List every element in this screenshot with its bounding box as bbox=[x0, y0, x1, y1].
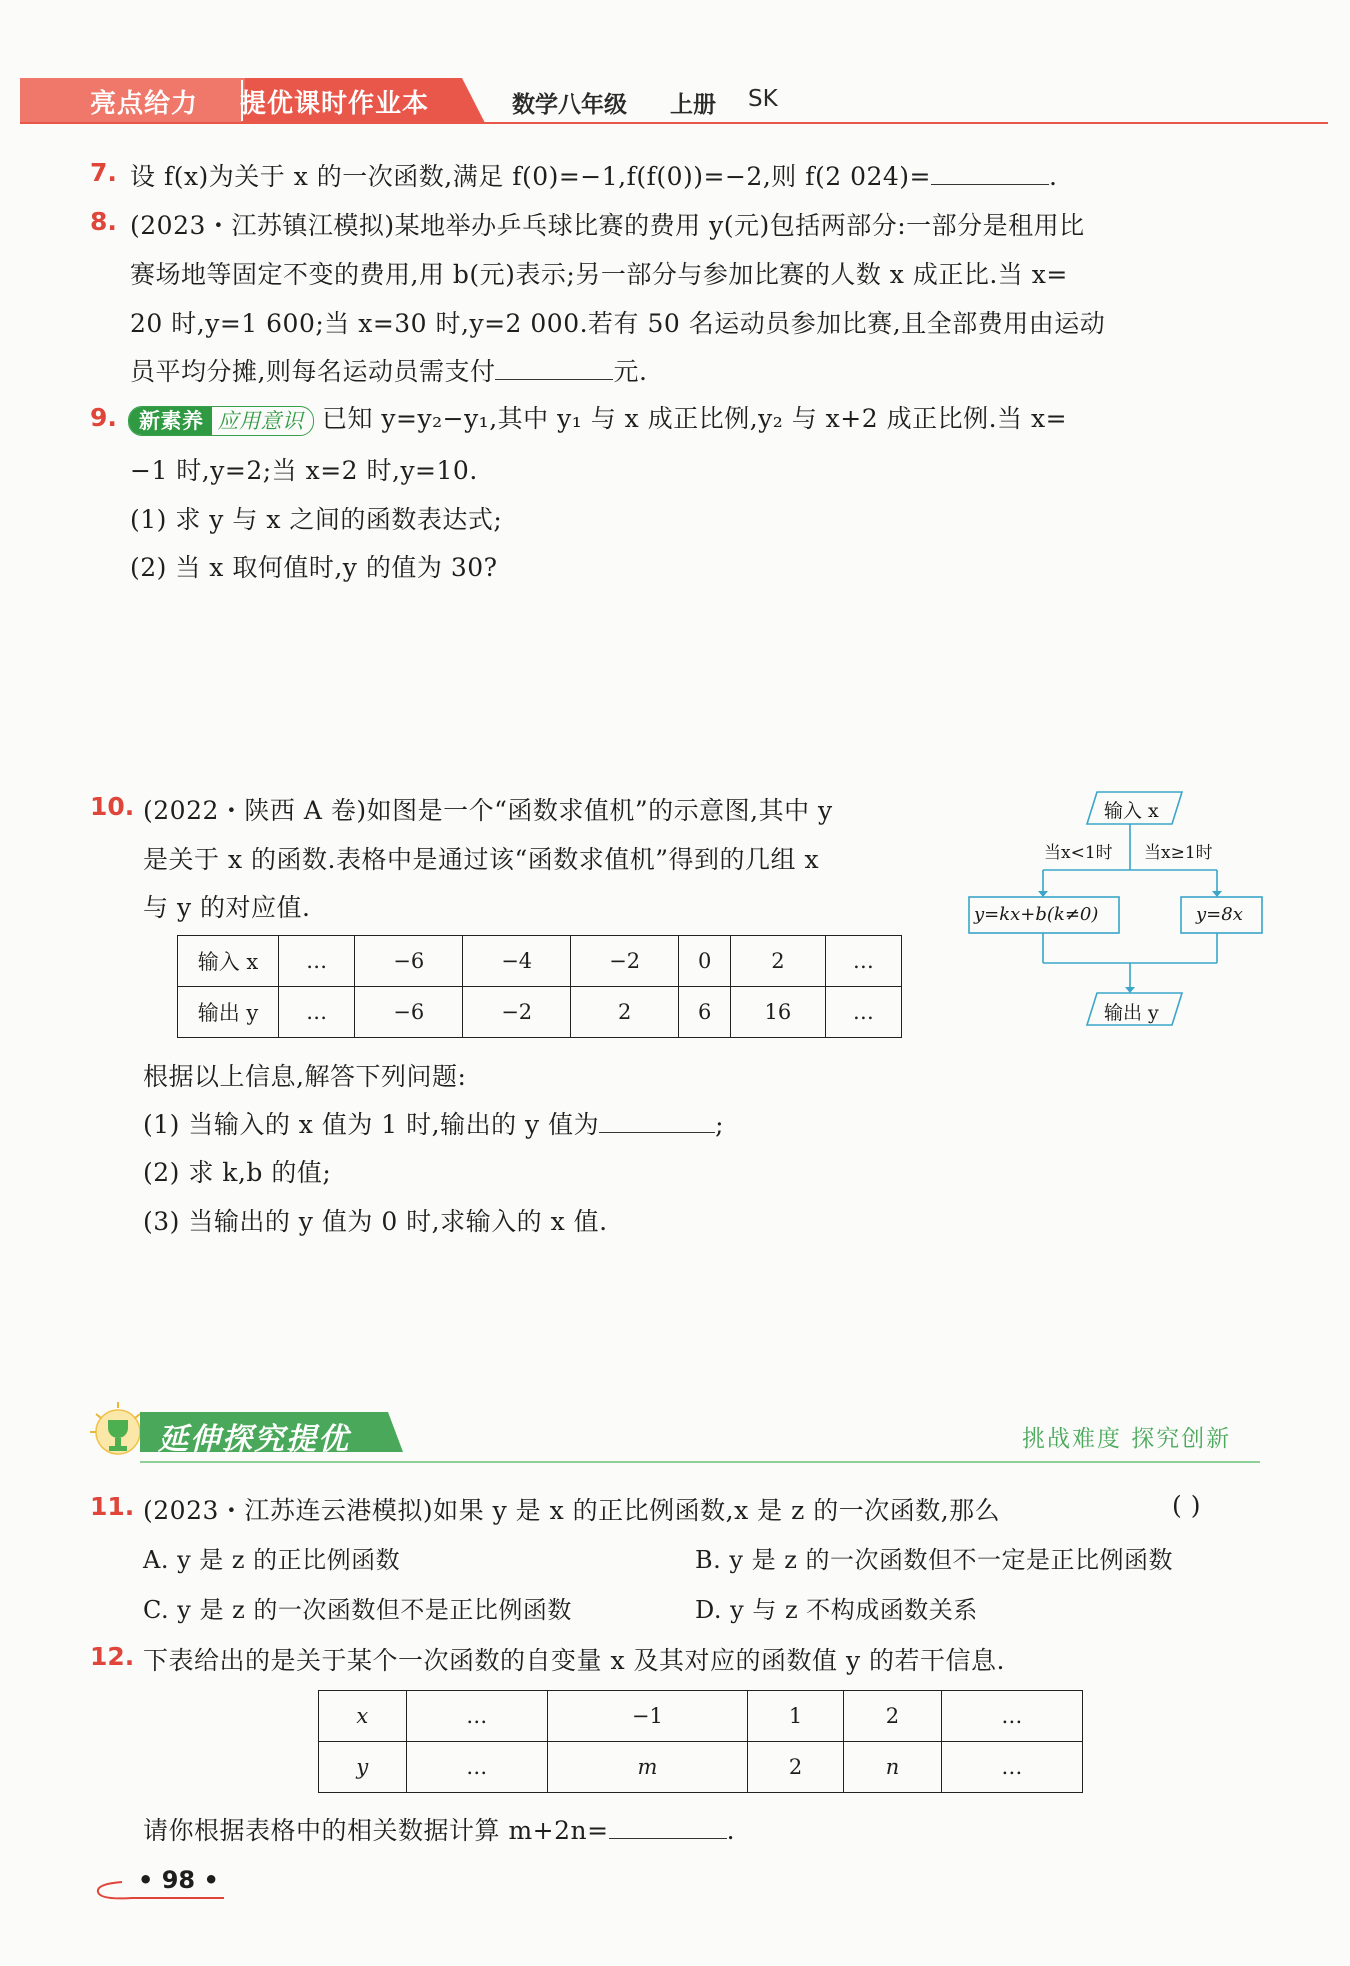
section-tagline: 挑战难度 探究创新 bbox=[1022, 1426, 1232, 1452]
table-cell: … bbox=[825, 987, 901, 1038]
question-number: 7. bbox=[90, 158, 117, 187]
table-cell: m bbox=[547, 1742, 747, 1793]
q10-line-3: 与 y 的对应值. bbox=[143, 893, 311, 922]
table-cell: 输入 x bbox=[178, 936, 279, 987]
table-cell: 2 bbox=[747, 1742, 843, 1793]
table-cell: 2 bbox=[731, 936, 826, 987]
table-cell: … bbox=[941, 1691, 1082, 1742]
option-d[interactable]: D. y 与 z 不构成函数关系 bbox=[695, 1596, 978, 1624]
q9-sub-2: (2) 当 x 取何值时,y 的值为 30? bbox=[130, 553, 498, 582]
q10-sub-3: (3) 当输出的 y 值为 0 时,求输入的 x 值. bbox=[143, 1207, 608, 1236]
trophy-icon bbox=[90, 1402, 146, 1454]
answer-blank[interactable] bbox=[931, 162, 1049, 185]
q10-line-2: 是关于 x 的函数.表格中是通过该“函数求值机”得到的几组 x bbox=[143, 845, 820, 874]
table-cell: 16 bbox=[731, 987, 826, 1038]
q10-intro: 根据以上信息,解答下列问题: bbox=[143, 1062, 467, 1091]
table-cell: … bbox=[279, 936, 355, 987]
header-volume: 上册 bbox=[670, 92, 716, 118]
q10-table bbox=[177, 935, 902, 1038]
table-row bbox=[319, 1691, 1083, 1742]
table-row bbox=[178, 987, 902, 1038]
table-cell: 1 bbox=[747, 1691, 843, 1742]
header-rule bbox=[20, 122, 1328, 124]
q10-line-1: (2022・陕西 A 卷)如图是一个“函数求值机”的示意图,其中 y bbox=[143, 796, 833, 825]
table-cell: −1 bbox=[547, 1691, 747, 1742]
q12-table bbox=[318, 1690, 1083, 1793]
badge-tag: 应用意识 bbox=[217, 408, 304, 433]
badge-label: 新素养 bbox=[129, 407, 212, 435]
table-cell: y bbox=[319, 1742, 407, 1793]
header-book-title: 提优课时作业本 bbox=[240, 89, 430, 119]
question-text bbox=[130, 157, 1057, 193]
function-machine-flowchart bbox=[960, 780, 1270, 1040]
question-number: 12. bbox=[90, 1642, 135, 1671]
table-cell: … bbox=[406, 1742, 547, 1793]
question-number: 8. bbox=[90, 207, 117, 236]
header-edition: SK bbox=[748, 86, 778, 112]
q11-stem: (2023・江苏连云港模拟)如果 y 是 x 的正比例函数,x 是 z 的一次函数,那么 bbox=[143, 1496, 1001, 1525]
question-number: 9. bbox=[90, 403, 117, 432]
page-header bbox=[0, 0, 1350, 130]
table-cell: x bbox=[319, 1691, 407, 1742]
answer-blank[interactable] bbox=[599, 1110, 715, 1133]
table-row bbox=[178, 936, 902, 987]
question-number: 11. bbox=[90, 1492, 135, 1521]
flow-condition-right: 当x≥1时 bbox=[1144, 843, 1213, 863]
flow-output-label: 输出 y bbox=[1104, 1002, 1159, 1024]
page-number: • 98 • bbox=[138, 1866, 219, 1894]
flow-rule-right: y=8x bbox=[1196, 904, 1243, 925]
q8-end: 元. bbox=[613, 357, 648, 386]
table-cell: 0 bbox=[679, 936, 731, 987]
q8-line-1: (2023・江苏镇江模拟)某地举办乒乓球比赛的费用 y(元)包括两部分:一部分是租用比 bbox=[130, 211, 1085, 240]
table-cell: … bbox=[941, 1742, 1082, 1793]
literacy-badge bbox=[128, 406, 314, 436]
table-cell: 6 bbox=[679, 987, 731, 1038]
table-cell: n bbox=[844, 1742, 941, 1793]
section-title: 延伸探究提优 bbox=[158, 1422, 350, 1457]
header-subject: 数学八年级 bbox=[512, 92, 627, 118]
q8-line-3: 20 时,y=1 600;当 x=30 时,y=2 000.若有 50 名运动员参加比赛,且全部费用由运动 bbox=[130, 309, 1106, 338]
table-cell: 2 bbox=[571, 987, 679, 1038]
table-cell: −2 bbox=[463, 987, 571, 1038]
flow-input-label: 输入 x bbox=[1104, 800, 1159, 822]
answer-blank[interactable] bbox=[495, 357, 613, 380]
q9-sub-1: (1) 求 y 与 x 之间的函数表达式; bbox=[130, 505, 503, 534]
table-cell: −6 bbox=[355, 936, 463, 987]
table-cell: … bbox=[406, 1691, 547, 1742]
table-cell: … bbox=[825, 936, 901, 987]
q10-sub-1 bbox=[143, 1105, 724, 1141]
option-b[interactable]: B. y 是 z 的一次函数但不一定是正比例函数 bbox=[695, 1546, 1173, 1574]
question-number: 10. bbox=[90, 792, 135, 821]
table-cell: −2 bbox=[571, 936, 679, 987]
q12-ask bbox=[143, 1811, 735, 1847]
q11-answer-paren[interactable]: ( ) bbox=[1172, 1491, 1201, 1520]
option-c[interactable]: C. y 是 z 的一次函数但不是正比例函数 bbox=[143, 1596, 572, 1624]
table-row bbox=[319, 1742, 1083, 1793]
q9-line-1 bbox=[128, 399, 1067, 436]
q12-ask-text: 请你根据表格中的相关数据计算 m+2n= bbox=[143, 1816, 609, 1845]
flow-condition-left: 当x<1时 bbox=[1044, 843, 1113, 863]
q8-line-4-text: 员平均分摊,则每名运动员需支付 bbox=[130, 357, 496, 386]
table-cell: −6 bbox=[355, 987, 463, 1038]
q9-line-2: −1 时,y=2;当 x=2 时,y=10. bbox=[130, 456, 478, 485]
header-brand: 亮点给力 bbox=[90, 89, 199, 119]
q8-line-2: 赛场地等固定不变的费用,用 b(元)表示;另一部分与参加比赛的人数 x 成正比.当 x= bbox=[130, 260, 1068, 289]
q12-end: . bbox=[726, 1816, 736, 1845]
q8-line-4 bbox=[130, 352, 647, 388]
flow-rule-left: y=kx+b(k≠0) bbox=[974, 904, 1099, 925]
option-a[interactable]: A. y 是 z 的正比例函数 bbox=[143, 1546, 401, 1574]
table-cell: 2 bbox=[844, 1691, 941, 1742]
q9-stem: 已知 y=y₂−y₁,其中 y₁ 与 x 成正比例,y₂ 与 x+2 成正比例.当 x= bbox=[321, 404, 1068, 433]
q10-sub-1-text: (1) 当输入的 x 值为 1 时,输出的 y 值为 bbox=[143, 1110, 600, 1139]
q10-sub-1-end: ; bbox=[715, 1110, 725, 1139]
q7-stem: 设 f(x)为关于 x 的一次函数,满足 f(0)=−1,f(f(0))=−2,则 f(2 024)= bbox=[130, 162, 932, 191]
table-cell: −4 bbox=[463, 936, 571, 987]
answer-blank[interactable] bbox=[609, 1816, 727, 1839]
q10-sub-2: (2) 求 k,b 的值; bbox=[143, 1158, 332, 1187]
q7-end: . bbox=[1049, 162, 1058, 191]
q12-stem: 下表给出的是关于某个一次函数的自变量 x 及其对应的函数值 y 的若干信息. bbox=[143, 1646, 1005, 1675]
table-cell: … bbox=[279, 987, 355, 1038]
table-cell: 输出 y bbox=[178, 987, 279, 1038]
